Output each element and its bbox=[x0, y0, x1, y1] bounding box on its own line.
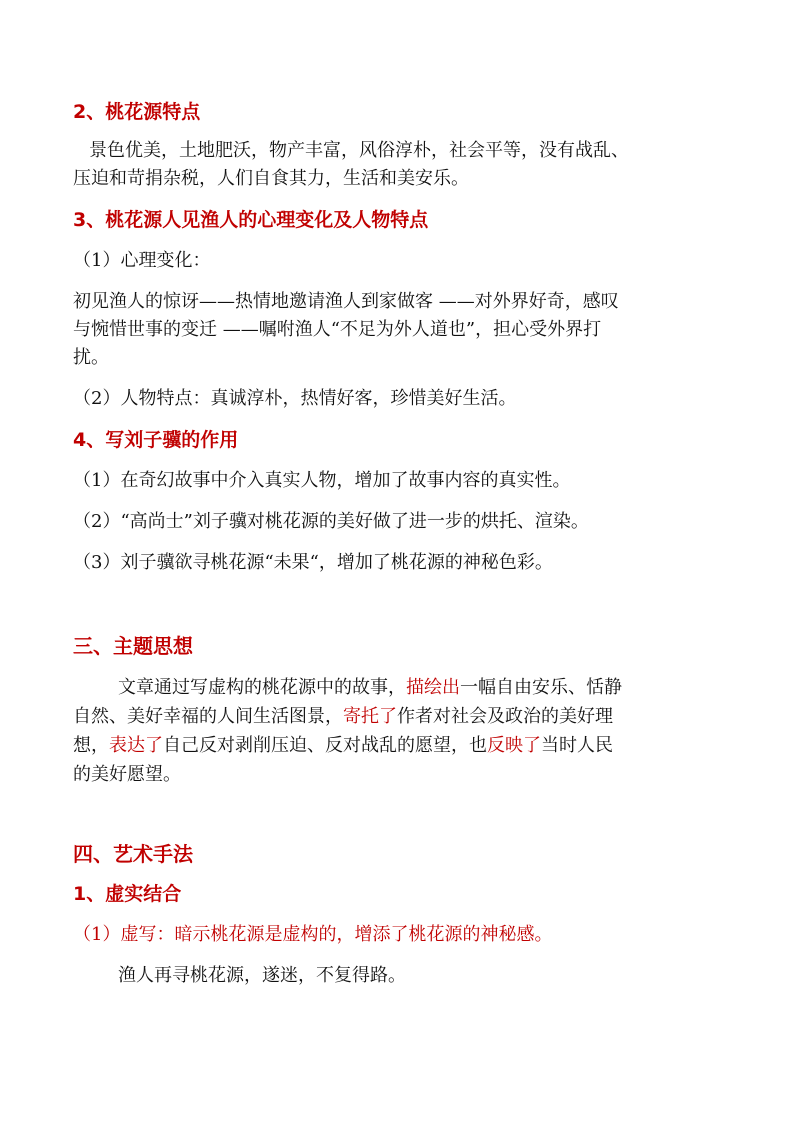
theme-line-2 bbox=[73, 703, 613, 731]
virtual-writing-item bbox=[73, 921, 552, 949]
sub-heading-psychology: （1）心理变化： bbox=[73, 250, 211, 271]
theme-text: 作者对社会及政治的美好理 bbox=[397, 706, 613, 727]
theme-keyword: 描绘出 bbox=[406, 677, 460, 698]
virtual-description: 暗示桃花源是虚构的，增添了桃花源的神秘感。 bbox=[174, 924, 553, 945]
psychology-line-3: 扰。 bbox=[73, 347, 109, 368]
heading-theme: 三、主题思想 bbox=[73, 634, 193, 658]
theme-line-3 bbox=[73, 732, 613, 760]
virtual-label: （1）虚写： bbox=[73, 924, 175, 945]
theme-text: 想， bbox=[73, 735, 109, 756]
theme-line-1 bbox=[118, 674, 622, 702]
heading-psychology-change: 3、桃花源人见渔人的心理变化及人物特点 bbox=[73, 209, 429, 231]
theme-text: 文章通过写虚构的桃花源中的故事， bbox=[118, 677, 406, 698]
heading-liuziji-role: 4、写刘子骥的作用 bbox=[73, 429, 239, 451]
theme-text: 当时人民 bbox=[541, 735, 613, 756]
theme-keyword: 反映了 bbox=[487, 735, 541, 756]
heading-taohuayuan-features: 2、桃花源特点 bbox=[73, 101, 201, 123]
features-line-2: 压迫和苛捐杂税，人们自食其力，生活和美安乐。 bbox=[73, 168, 469, 189]
role-item-3: （3）刘子骥欲寻桃花源“未果“，增加了桃花源的神秘色彩。 bbox=[73, 552, 553, 573]
theme-line-4: 的美好愿望。 bbox=[73, 764, 181, 785]
role-item-1: （1）在奇幻故事中介入真实人物，增加了故事内容的真实性。 bbox=[73, 470, 571, 491]
theme-text: 自己反对剥削压迫、反对战乱的愿望，也 bbox=[163, 735, 487, 756]
heading-art-techniques: 四、艺术手法 bbox=[73, 842, 193, 866]
theme-keyword: 寄托了 bbox=[343, 706, 397, 727]
theme-text: 自然、美好幸福的人间生活图景， bbox=[73, 706, 343, 727]
theme-keyword: 表达了 bbox=[109, 735, 163, 756]
psychology-line-2: 与惋惜世事的变迁 ——嘱咐渔人“不足为外人道也”，担心受外界打 bbox=[73, 319, 602, 340]
character-features: （2）人物特点：真诚淳朴，热情好客，珍惜美好生活。 bbox=[73, 388, 517, 409]
role-item-2: （2）“高尚士”刘子骥对桃花源的美好做了进一步的烘托、渲染。 bbox=[73, 511, 589, 532]
virtual-example: 渔人再寻桃花源，遂迷，不复得路。 bbox=[118, 965, 406, 986]
heading-real-virtual: 1、虚实结合 bbox=[73, 883, 182, 905]
psychology-line-1: 初见渔人的惊讶——热情地邀请渔人到家做客 ——对外界好奇，感叹 bbox=[73, 291, 619, 312]
features-line-1: 景色优美，土地肥沃，物产丰富，风俗淳朴，社会平等，没有战乱、 bbox=[89, 140, 629, 161]
theme-text: 一幅自由安乐、恬静 bbox=[460, 677, 622, 698]
